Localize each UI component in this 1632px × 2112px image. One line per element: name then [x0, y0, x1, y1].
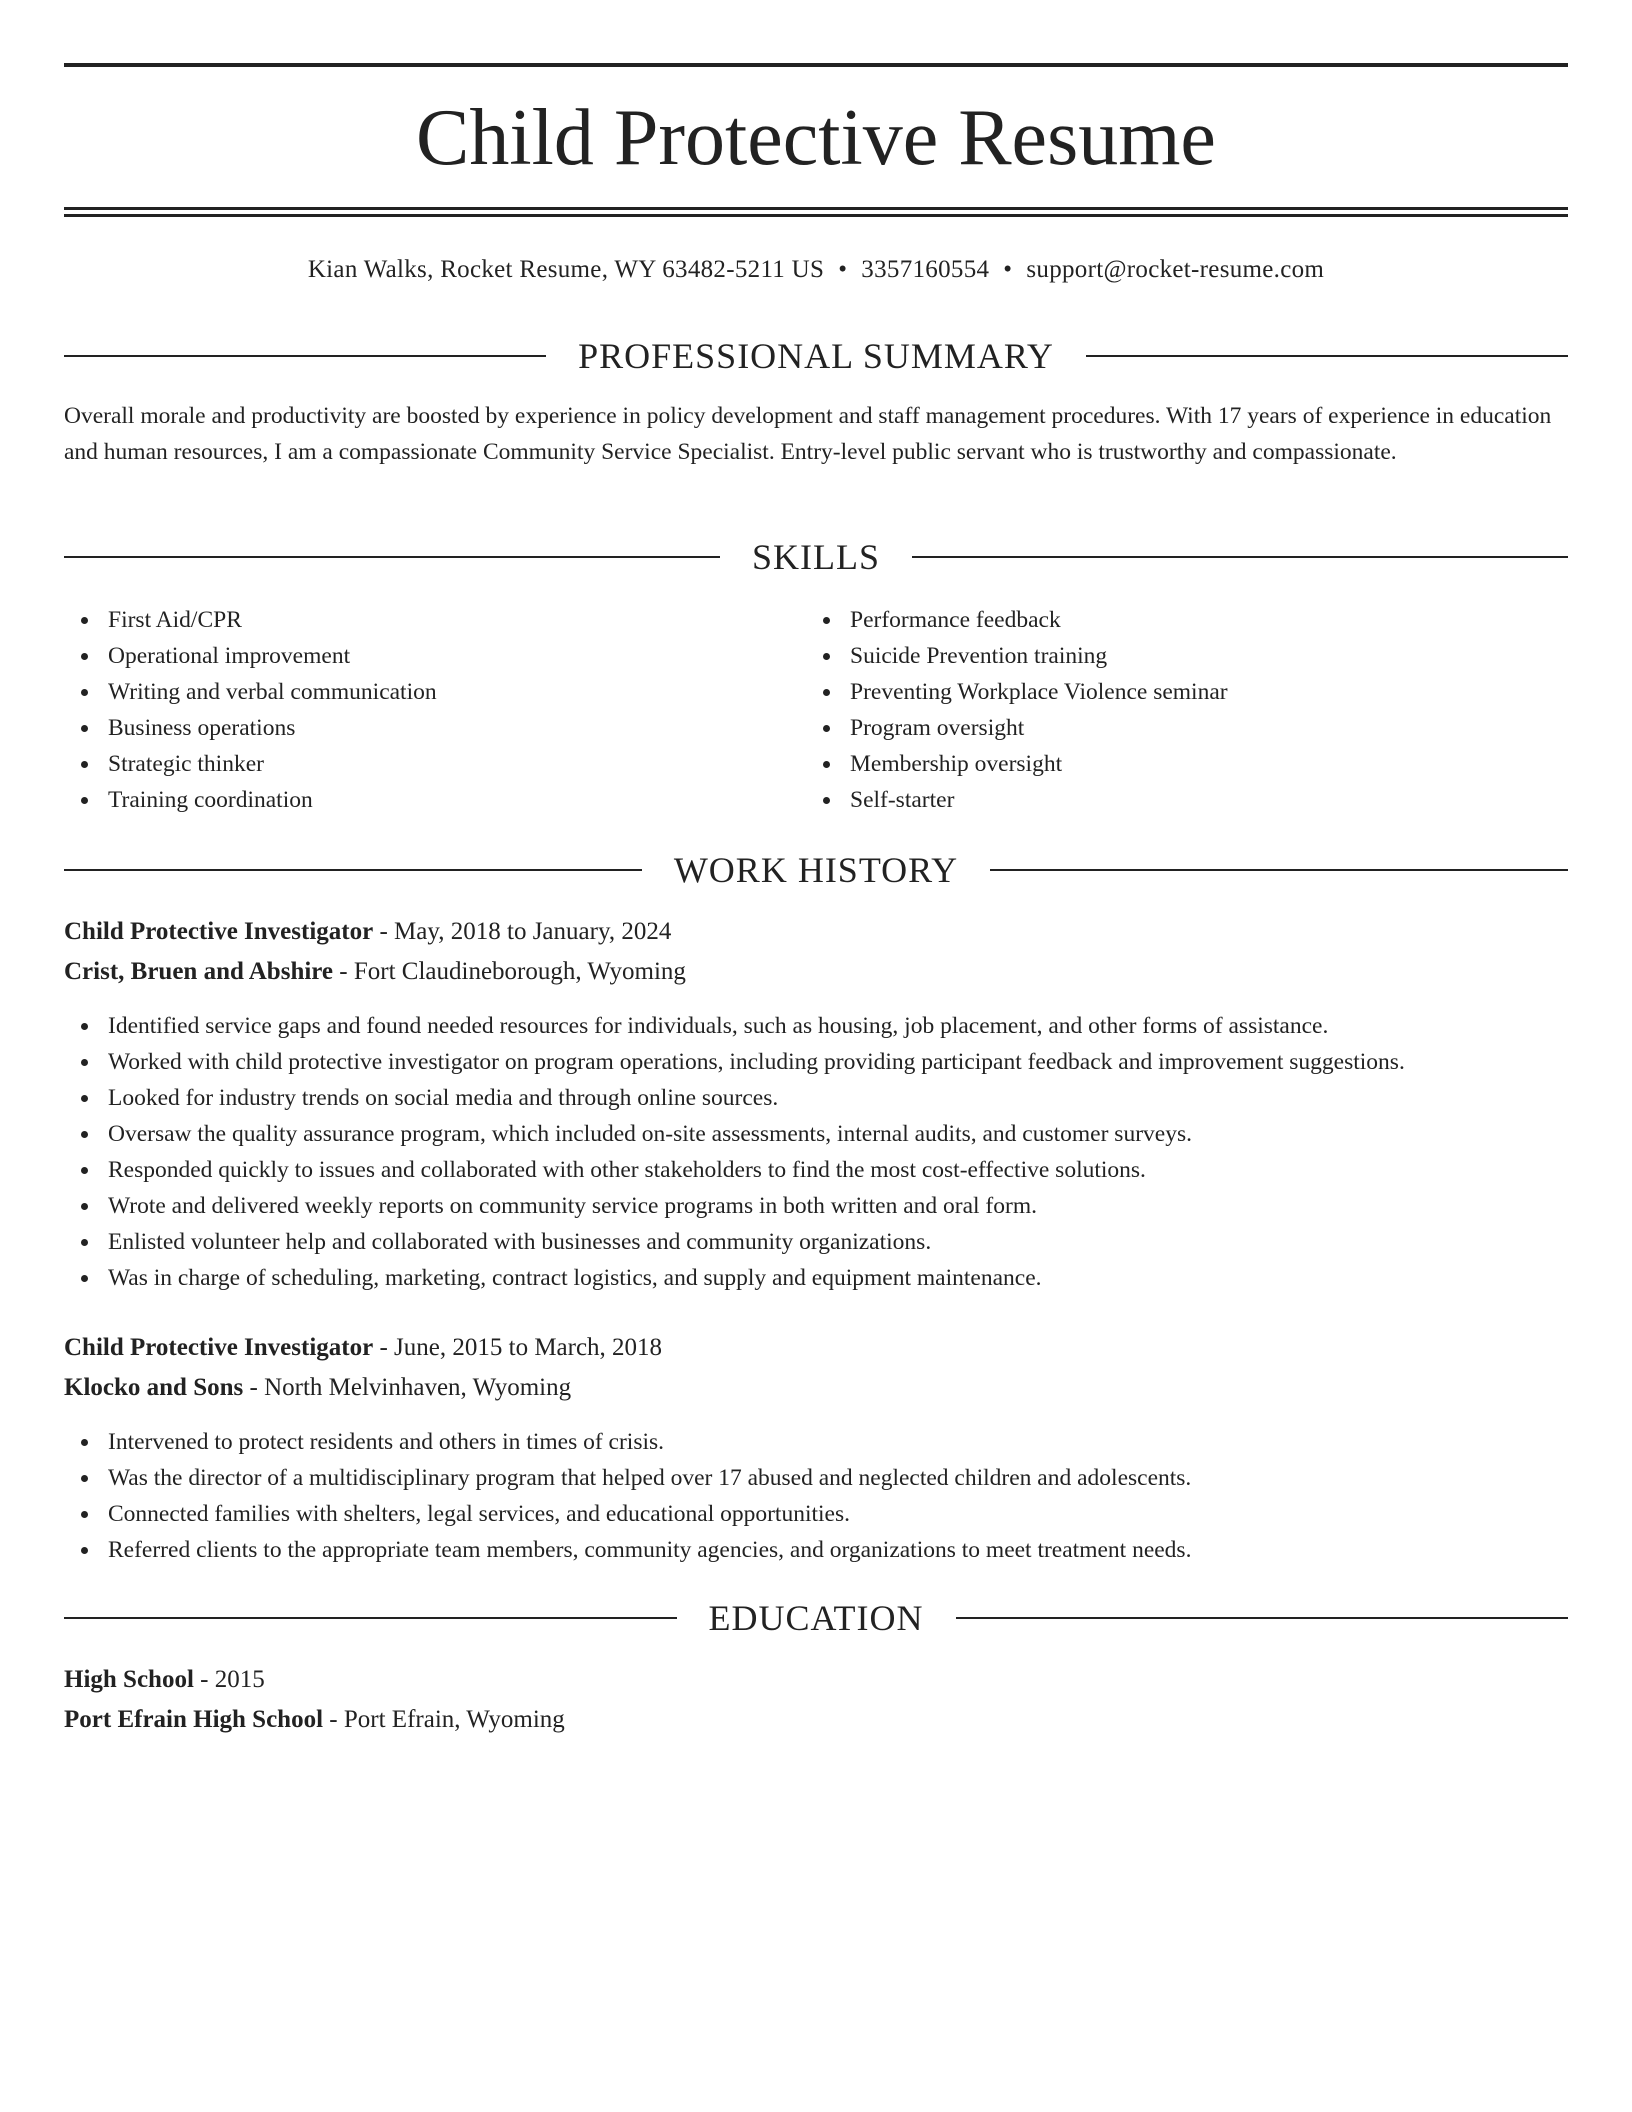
- section-title-summary: PROFESSIONAL SUMMARY: [578, 336, 1054, 376]
- job-location: - North Melvinhaven, Wyoming: [243, 1374, 572, 1401]
- section-title-work: WORK HISTORY: [673, 850, 959, 890]
- skill-item: Operational improvement: [64, 638, 437, 674]
- job-bullet: Looked for industry trends on social media and through online sources.: [64, 1080, 1405, 1116]
- page-title: Child Protective Resume: [416, 94, 1216, 182]
- job-bullet: Intervened to protect residents and others in times of crisis.: [64, 1424, 1191, 1460]
- education-school-line: [64, 1702, 1568, 1738]
- skill-item: Self-starter: [806, 782, 1228, 818]
- job-bullet: Oversaw the quality assurance program, which included on-site assessments, internal audits, and customer surveys.: [64, 1116, 1405, 1152]
- divider-line: [64, 869, 642, 871]
- contact-email: support@rocket-resume.com: [1026, 256, 1325, 283]
- job-title-line: [64, 914, 1568, 950]
- contact-line: [64, 252, 1568, 288]
- section-title-education: EDUCATION: [708, 1598, 924, 1638]
- job-bullet: Worked with child protective investigator on program operations, including providing participant feedback and improvement suggestions.: [64, 1044, 1405, 1080]
- skill-item: First Aid/CPR: [64, 602, 437, 638]
- job-location: - Fort Claudineborough, Wyoming: [333, 958, 686, 985]
- title-rule-upper: [64, 207, 1568, 210]
- contact-address: Kian Walks, Rocket Resume, WY 63482-5211 US: [307, 256, 825, 283]
- job-bullet: Enlisted volunteer help and collaborated with businesses and community organizations.: [64, 1224, 1405, 1260]
- job-bullet: Wrote and delivered weekly reports on community service programs in both written and oral form.: [64, 1188, 1405, 1224]
- contact-separator: •: [838, 256, 848, 283]
- education-degree-line: [64, 1662, 1568, 1698]
- job-bullet: Was in charge of scheduling, marketing, contract logistics, and supply and equipment maintenance.: [64, 1260, 1405, 1296]
- divider-line: [956, 1617, 1569, 1619]
- job-bullet: Identified service gaps and found needed resources for individuals, such as housing, job placement, and other forms of assistance.: [64, 1008, 1405, 1044]
- skill-item: Performance feedback: [806, 602, 1228, 638]
- contact-separator: •: [1003, 256, 1013, 283]
- section-header-work: [64, 848, 1568, 892]
- skills-list-right: [806, 602, 1228, 818]
- job-title: Child Protective Investigator: [64, 1334, 374, 1361]
- skill-item: Strategic thinker: [64, 746, 437, 782]
- skill-item: Training coordination: [64, 782, 437, 818]
- skills-list-left: [64, 602, 437, 818]
- job-bullets: [64, 1424, 1191, 1568]
- divider-line: [64, 556, 720, 558]
- job-dates: - June, 2015 to March, 2018: [373, 1334, 663, 1361]
- divider-line: [912, 556, 1568, 558]
- education-school: Port Efrain High School: [64, 1706, 324, 1733]
- divider-line: [64, 1617, 677, 1619]
- skill-item: Suicide Prevention training: [806, 638, 1228, 674]
- job-bullet: Responded quickly to issues and collaborated with other stakeholders to find the most cost-effective solutions.: [64, 1152, 1405, 1188]
- job-employer: Crist, Bruen and Abshire: [64, 958, 334, 985]
- section-header-education: [64, 1596, 1568, 1640]
- job-employer-line: [64, 1370, 1568, 1406]
- divider-line: [990, 869, 1568, 871]
- title-rule-lower: [64, 214, 1568, 217]
- section-title-skills: SKILLS: [752, 537, 881, 577]
- top-rule: [64, 63, 1568, 67]
- job-employer-line: [64, 954, 1568, 990]
- section-header-summary: [64, 334, 1568, 378]
- education-degree: High School: [64, 1666, 194, 1693]
- education-year: - 2015: [193, 1666, 265, 1693]
- skill-item: Business operations: [64, 710, 437, 746]
- contact-phone: 3357160554: [861, 256, 990, 283]
- divider-line: [64, 355, 546, 357]
- job-title-line: [64, 1330, 1568, 1366]
- education-location: - Port Efrain, Wyoming: [323, 1706, 565, 1733]
- job-bullet: Was the director of a multidisciplinary program that helped over 17 abused and neglected children and adolescents.: [64, 1460, 1191, 1496]
- section-header-skills: [64, 535, 1568, 579]
- divider-line: [1086, 355, 1568, 357]
- skill-item: Preventing Workplace Violence seminar: [806, 674, 1228, 710]
- skill-item: Writing and verbal communication: [64, 674, 437, 710]
- job-dates: - May, 2018 to January, 2024: [373, 918, 672, 945]
- skill-item: Membership oversight: [806, 746, 1228, 782]
- job-bullets: [64, 1008, 1405, 1296]
- job-title: Child Protective Investigator: [64, 918, 374, 945]
- skill-item: Program oversight: [806, 710, 1228, 746]
- summary-text: Overall morale and productivity are boosted by experience in policy development and staff management procedures. With 17 years of experience in education and human resources, I am a compassionate Community Service Specialist. Entry-level public servant who is trustworthy and compassionate.: [64, 403, 1552, 465]
- job-employer: Klocko and Sons: [64, 1374, 244, 1401]
- job-bullet: Referred clients to the appropriate team members, community agencies, and organizations to meet treatment needs.: [64, 1532, 1191, 1568]
- job-bullet: Connected families with shelters, legal services, and educational opportunities.: [64, 1496, 1191, 1532]
